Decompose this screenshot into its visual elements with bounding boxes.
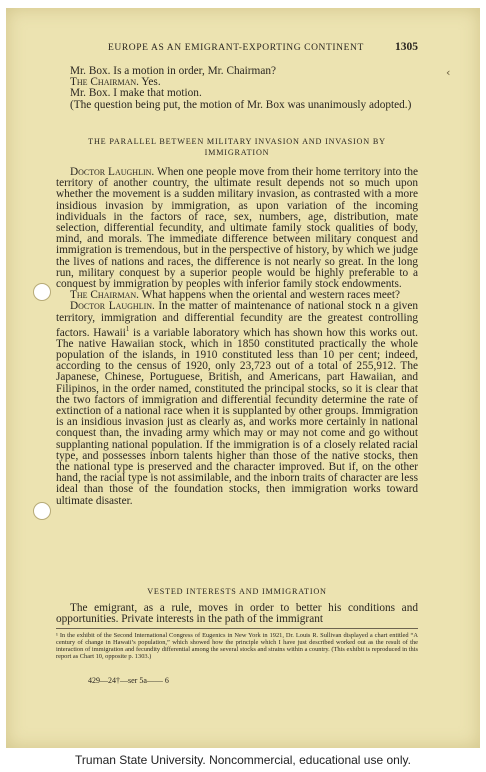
colloquy-line-2: The Chairman. Yes. [70,76,161,89]
section-heading-military-invasion: THE PARALLEL BETWEEN MILITARY INVASION AND INVASION BY IMMIGRATION [88,137,386,157]
paragraph-emigrant: The emigrant, as a rule, moves in order to better his conditions and opportunities. Private interests in the path of the immigrant [56,602,418,626]
colloquy [56,66,418,111]
colloquy-line-3: Mr. Box. I make that motion. [70,87,202,100]
punch-hole-bottom [33,502,51,520]
paragraph-chairman: The Chairman. What happens when the oriental and western races meet? [70,289,401,302]
section-1-body [56,167,418,507]
footnote: ¹ In the exhibit of the Second International Congress of Eugenics in New York in 1921, Dr. Louis R. Sullivan displayed a chart entitled “A century of change in Hawaii’s population,” which showed how the principle which I have just described worked out as the result of the interaction of immigration and fecundity differential among the several stocks and strains within a country. (This exhibit is reproduced in this report as Chart 10, opposite p. 1303.) [56,632,418,661]
page-number: 1305 [395,41,418,53]
speaker: The Chairman. [70,289,139,302]
running-head-title: EUROPE AS AN EMIGRANT-EXPORTING CONTINENT [108,43,364,53]
footnote-ref: 1 [125,324,130,333]
section-heading-1-block [56,136,418,158]
margin-mark: ‹ [446,66,451,79]
paragraph-laughlin-1: Doctor Laughlin. When one people move from their home territory into the territory of another country, the ultimate result depends not so much upon whether the movement is a sudden military invasion, as contrasted with a more insidious invasion by immigration, as upon variation of the incoming individuals in the factors of race, sex, numbers, age, distribution, mate selection, differential fecundity, and ultimate family stock qualities of body, mind, and morals. The immediate difference between military conquest and immigration is tremendous, but in the perspective of history, by which we judge the lives of nations and races, the difference is not nearly so great. In the long run, military conquest by a superior people would be highly preferable to a conquest by immigration by peoples with inferior family stock endowments. [56,166,418,291]
printer-imprint: 429—24†—ser 5a—— 6 [88,676,169,685]
speaker: Doctor Laughlin. [70,166,155,178]
speaker: The Chairman. [70,76,139,89]
paragraph-laughlin-2: Doctor Laughlin. In the matter of maintenance of national stock n a given territory, immigration and differential fecundity are the greatest controlling factors. Hawaii$^1$ is a variable laboratory which has shown how this works out. The native Hawaiian stock, which in 1850 constituted practically the whole population of the islands, in 1910 constituted less than 10 per cent; indeed, according to the census of 1920, only 23,723 out of a total of 255,912. The Japanese, Chinese, Portuguese, British, and Americans, part Hawaiian, and Filipinos, in the order named, constituted the principal stocks, so it is clear that the two factors of immigration and differential fecundity determine the rate of extinction of a national race when it is supplanted by other groups. Immigration is an insidious invasion just as clearly as, and works more certainly in national conquest than, the invading army which may or may not come and go without supplanting national population. If the immigration is of a closely related racial type, and possesses inborn talents higher than those of the native stocks, then the national type is preserved and the character improved. But if, on the other hand, the racial type is not assimilable, and the inborn traits of character are less ideal than those of the foundation stocks, then immigration works toward ultimate disaster. [56,300,419,507]
running-header [108,41,418,53]
punch-hole-top [33,283,51,301]
archive-caption: Truman State University. Noncommercial, educational use only. [75,753,411,767]
speaker: Doctor Laughlin. [70,300,155,313]
footnote-rule [56,628,418,629]
colloquy-line-1: Mr. Box. Is a motion in order, Mr. Chairman? [70,65,277,77]
section-2 [56,586,418,625]
section-heading-vested-interests: VESTED INTERESTS AND IMMIGRATION [147,587,327,596]
colloquy-line-4: (The question being put, the motion of Mr. Box was unanimously adopted.) [70,98,412,111]
